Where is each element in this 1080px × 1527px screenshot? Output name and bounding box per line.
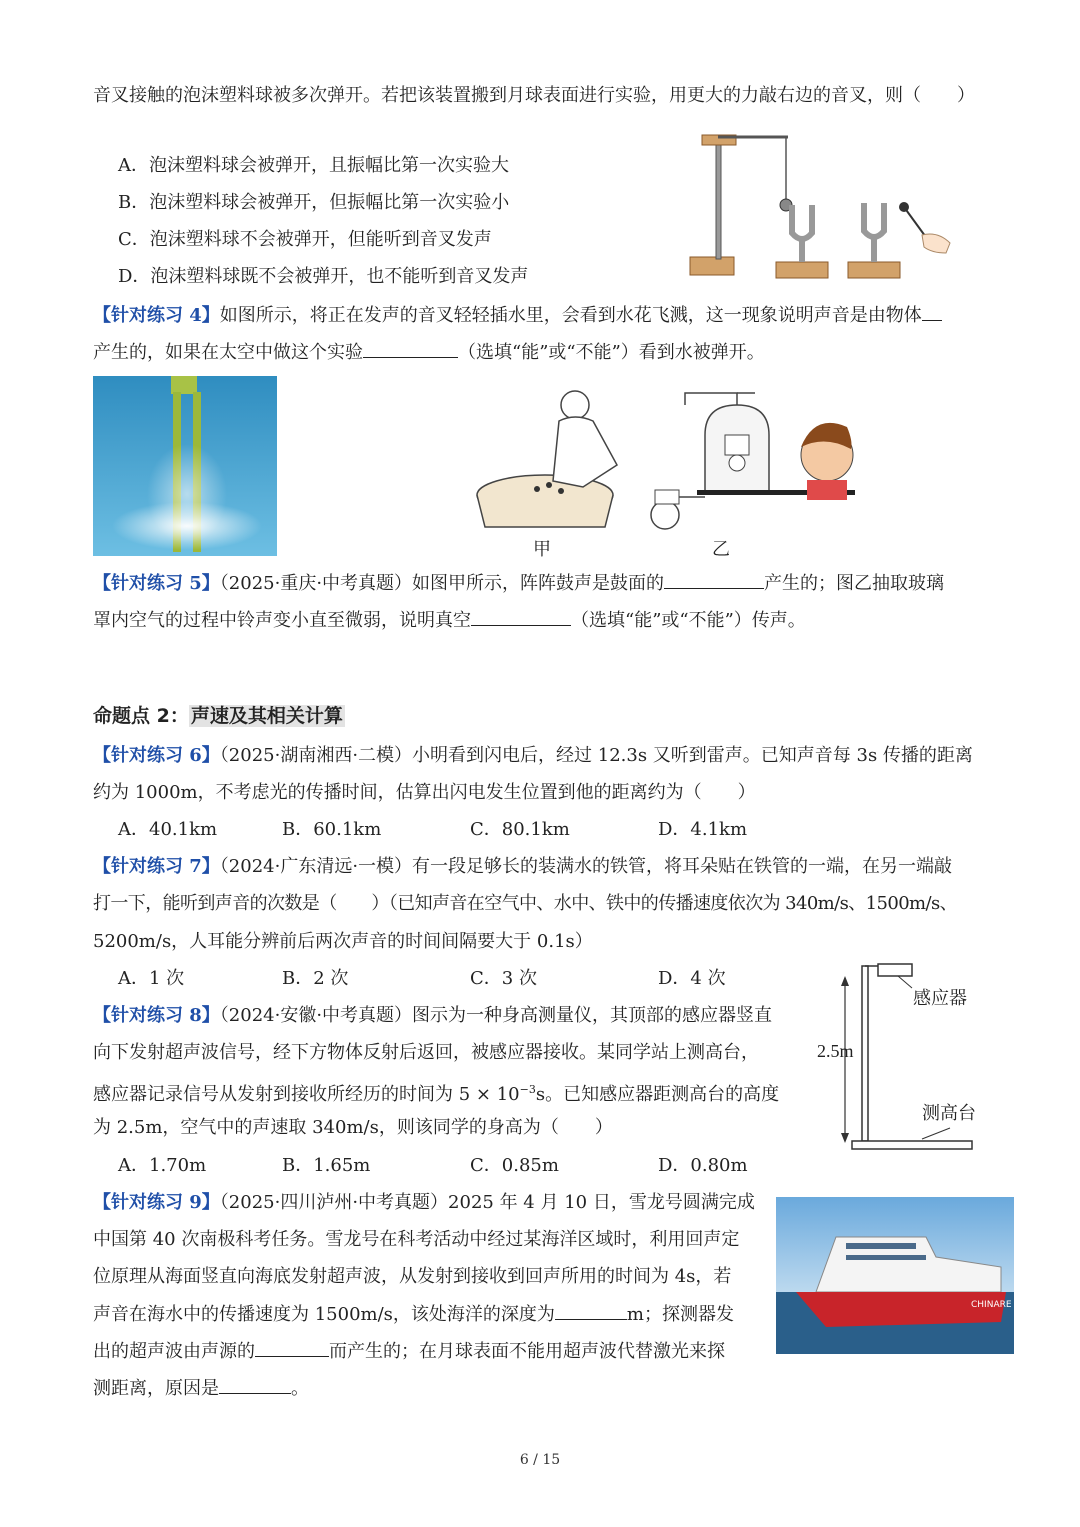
- xuelong-ship-photo: [776, 1197, 1014, 1354]
- q3-option-d: D．泡沫塑料球既不会被弹开，也不能听到音叉发声: [118, 266, 529, 287]
- q5-tag: 【针对练习 5】: [93, 573, 220, 594]
- section-prefix: 命题点 2：: [93, 705, 189, 727]
- q7-line3: 5200m/s，人耳能分辨前后两次声音的时间间隔要大于 0.1s）: [93, 931, 593, 952]
- q5-text2a: 罩内空气的过程中铃声变小直至微弱，说明真空: [93, 610, 471, 631]
- q9-line5: [93, 1338, 725, 1365]
- q7-text1: （2024·广东清远·一模）有一段足够长的装满水的铁管，将耳朵贴在铁管的一端，在另一端敲: [219, 856, 953, 877]
- q8-option-b: B．1.65m: [282, 1155, 371, 1176]
- q7-option-a: A．1 次: [118, 968, 185, 989]
- q8-line4: 为 2.5m，空气中的声速取 340m/s，则该同学的身高为（ ）: [93, 1117, 613, 1138]
- platform-label: 测高台: [922, 1103, 976, 1124]
- q6-text1: （2025·湖南湘西·二模）小明看到闪电后，经过 12.3s 又听到雷声。已知声音每 3s 传播的距离: [219, 745, 973, 766]
- q7-line1: [93, 854, 952, 880]
- q9-text4a: 声音在海水中的传播速度为 1500m/s，该处海洋的深度为: [93, 1304, 555, 1325]
- q9-line1: [93, 1190, 755, 1216]
- q8-option-a: A．1.70m: [118, 1155, 207, 1176]
- q8-text3a: 感应器记录信号从发射到接收所经历的时间为 5 × 10: [93, 1084, 520, 1105]
- q5-blank2: [471, 607, 571, 626]
- q4-text2a: 产生的，如果在太空中做这个实验: [93, 342, 363, 363]
- q8-option-c: C．0.85m: [470, 1155, 559, 1176]
- q7-option-d: D．4 次: [658, 968, 726, 989]
- tuning-fork-water-photo: [93, 376, 277, 556]
- q4-text2b: （选填“能”或“不能”）看到水被弹开。: [458, 342, 765, 363]
- q6-option-a: A．40.1km: [118, 819, 218, 840]
- q7-option-b: B．2 次: [282, 968, 349, 989]
- q9-blank1: [555, 1301, 627, 1320]
- ship-hull-text: CHINARE: [971, 1300, 1012, 1310]
- q7-option-c: C．3 次: [470, 968, 537, 989]
- q9-text5b: 而产生的；在月球表面不能用超声波代替激光来探: [329, 1341, 725, 1362]
- q9-line6: [93, 1375, 309, 1402]
- q6-option-d: D．4.1km: [658, 819, 748, 840]
- q4-line2: [93, 339, 765, 366]
- section-heading: [93, 702, 345, 730]
- q6-tag: 【针对练习 6】: [93, 745, 220, 766]
- q9-tag: 【针对练习 9】: [93, 1192, 220, 1213]
- q8-line1: [93, 1003, 772, 1029]
- q9-text1: （2025·四川泸州·中考真题）2025 年 4 月 10 日，雪龙号圆满完成: [219, 1192, 755, 1213]
- q5-text2b: （选填“能”或“不能”）传声。: [571, 610, 806, 631]
- q8-line3: [93, 1077, 779, 1108]
- q8-text3b: s。已知感应器距测高台的高度: [535, 1084, 780, 1105]
- page-number: 6 / 15: [519, 1452, 561, 1468]
- q5-text1a: （2025·重庆·中考真题）如图甲所示，阵阵鼓声是鼓面的: [219, 573, 665, 594]
- q3-option-b: B．泡沫塑料球会被弹开，但振幅比第一次实验小: [118, 192, 510, 213]
- sensor-label: 感应器: [913, 988, 967, 1009]
- q4-blank2: [363, 339, 458, 358]
- q8-line2: 向下发射超声波信号，经下方物体反射后返回，被感应器接收。某同学站上测高台，: [93, 1042, 759, 1063]
- q6-line1: [93, 743, 973, 769]
- drum-belljar-figure: [475, 385, 855, 535]
- q3-option-a: A．泡沫塑料球会被弹开，且振幅比第一次实验大: [118, 155, 509, 176]
- q9-line3: 位原理从海面竖直向海底发射超声波，从发射到接收到回声所用的时间为 4s，若: [93, 1266, 732, 1287]
- section-title: 声速及其相关计算: [190, 705, 343, 727]
- q7-tag: 【针对练习 7】: [93, 856, 220, 877]
- height-label: 2.5m: [817, 1041, 854, 1061]
- q5-line2: [93, 607, 806, 634]
- q3-stem-tail: 音叉接触的泡沫塑料球被多次弹开。若把该装置搬到月球表面进行实验，用更大的力敲右边的音叉，则（ ）: [93, 85, 975, 106]
- q6-option-b: B．60.1km: [282, 819, 382, 840]
- q9-blank3: [219, 1375, 291, 1394]
- figure-label-jia: 甲: [533, 539, 551, 560]
- q6-option-c: C．80.1km: [470, 819, 570, 840]
- q8-option-d: D．0.80m: [658, 1155, 748, 1176]
- q8-text1: （2024·安徽·中考真题）图示为一种身高测量仪，其顶部的感应器竖直: [219, 1005, 773, 1026]
- q9-line4: [93, 1301, 734, 1328]
- q8-tag: 【针对练习 8】: [93, 1005, 220, 1026]
- q4-line1: [93, 302, 942, 329]
- q9-text6a: 测距离，原因是: [93, 1378, 219, 1399]
- q8-exponent: −3: [519, 1083, 536, 1096]
- q5-text1b: 产生的；图乙抽取玻璃: [764, 573, 945, 594]
- q6-line2: 约为 1000m，不考虑光的传播时间，估算出闪电发生位置到他的距离约为（ ）: [93, 782, 756, 803]
- q4-blank1: [922, 302, 942, 321]
- q5-blank1: [664, 570, 764, 589]
- q3-option-c: C．泡沫塑料球不会被弹开，但能听到音叉发声: [118, 229, 492, 250]
- q9-text5a: 出的超声波由声源的: [93, 1341, 255, 1362]
- tuning-fork-figure: [688, 125, 958, 285]
- q4-tag: 【针对练习 4】: [93, 305, 220, 326]
- q5-line1: [93, 570, 944, 597]
- q4-text1: 如图所示，将正在发声的音叉轻轻插水里，会看到水花飞溅，这一现象说明声音是由物体: [219, 305, 922, 326]
- q9-line2: 中国第 40 次南极科考任务。雪龙号在科考活动中经过某海洋区域时，利用回声定: [93, 1229, 740, 1250]
- q9-blank2: [255, 1338, 329, 1357]
- q9-text6b: 。: [291, 1378, 309, 1399]
- q9-text4b: m；探测器发: [626, 1304, 734, 1325]
- q7-line2: 打一下，能听到声音的次数是（ ）（已知声音在空气中、水中、铁中的传播速度依次为 340m/s、1500m/s、: [93, 893, 958, 914]
- figure-label-yi: 乙: [712, 539, 730, 560]
